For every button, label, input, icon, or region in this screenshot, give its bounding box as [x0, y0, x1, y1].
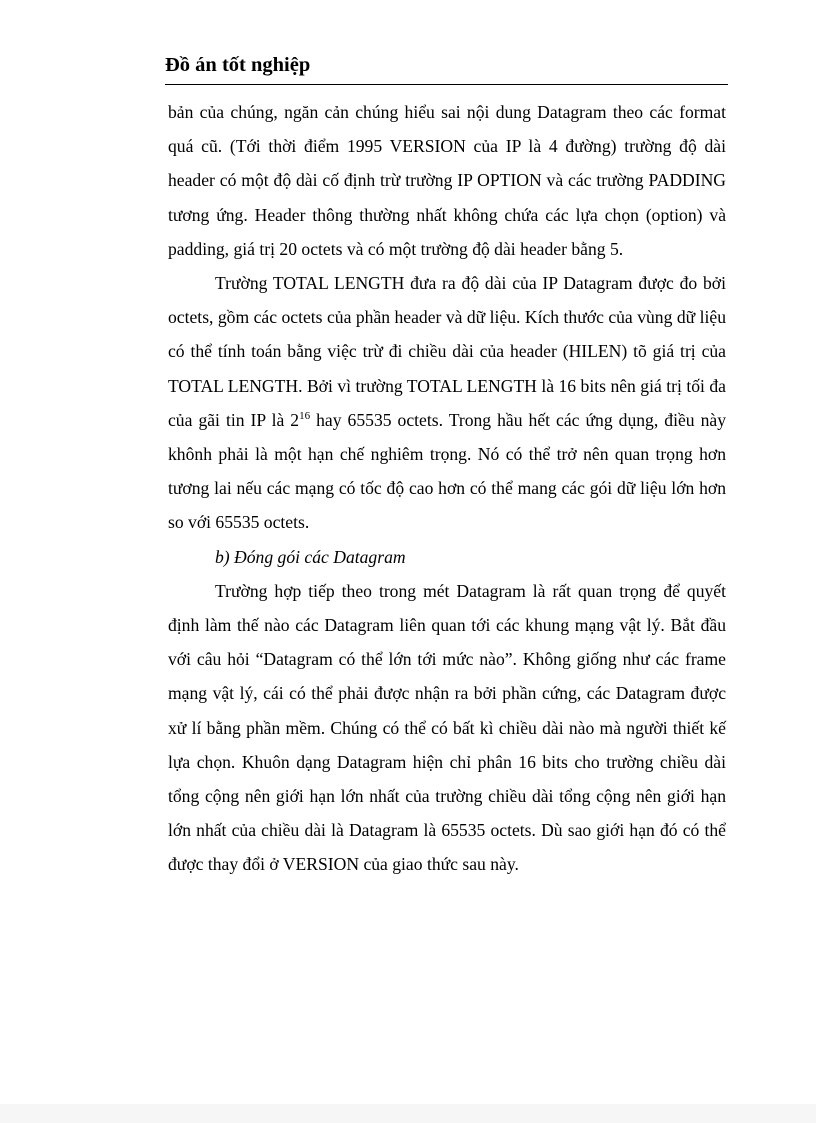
page-title: Đồ án tốt nghiệp: [165, 54, 311, 76]
paragraph-total-length-text-end: hay 65535 octets. Trong hầu hết các ứng dụng, điều này khônh phải là một hạn chế nghiêm trọng. Nó có thể trở nên quan trọng hơn tương lai nếu các mạng có tốc độ cao hơn có thể mang các gói dữ liệu lớn hơn so với 65535 octets.: [168, 409, 726, 533]
document-body: [168, 95, 726, 882]
page-header: [165, 50, 728, 85]
exponent-superscript: 16: [299, 409, 311, 422]
paragraph-header-length: bản của chúng, ngăn cản chúng hiểu sai nội dung Datagram theo các format quá cũ. (Tới thời điểm 1995 VERSION của IP là 4 đường) trường độ dài header có một độ dài cố định trừ trường IP OPTION và các trường PADDING tương ứng. Header thông thường nhất không chứa các lựa chọn (option) và padding, giá trị 20 octets và có một trường độ dài header bằng 5.: [168, 102, 726, 259]
paragraph-total-length-text-start: Trường TOTAL LENGTH đưa ra độ dài của IP Datagram được đo bởi octets, gồm các octets của phần header và dữ liệu. Kích thước của vùng dữ liệu có thể tính toán bằng việc trừ đi chiều dài của header (HILEN) tõ giá trị của TOTAL LENGTH. Bởi vì trường TOTAL LENGTH là 16 bits nên giá trị tối đa của gãi tin IP là 2: [168, 273, 726, 430]
paragraph-total-length: [168, 266, 726, 540]
paragraph-datagram-size: Trường hợp tiếp theo trong mét Datagram là rất quan trọng để quyết định làm thế nào các Datagram liên quan tới các khung mạng vật lý. Bắt đầu với câu hỏi “Datagram có thể lớn tới mức nào”. Không giống như các frame mạng vật lý, cái có thể phải được nhận ra bởi phần cứng, các Datagram được xử lí bằng phần mềm. Chúng có thể có bất kì chiều dài nào mà người thiết kế lựa chọn. Khuôn dạng Datagram hiện chỉ phân 16 bits cho trường chiều dài tổng cộng nên giới hạn lớn nhất của trường chiều dài tổng cộng nên giới hạn lớn nhất của chiều dài là Datagram là 65535 octets. Dù sao giới hạn đó có thể được thay đổi ở VERSION của giao thức sau này.: [168, 580, 726, 875]
section-subheading: b) Đóng gói các Datagram: [215, 546, 406, 567]
page-bottom-strip: [0, 1104, 816, 1123]
